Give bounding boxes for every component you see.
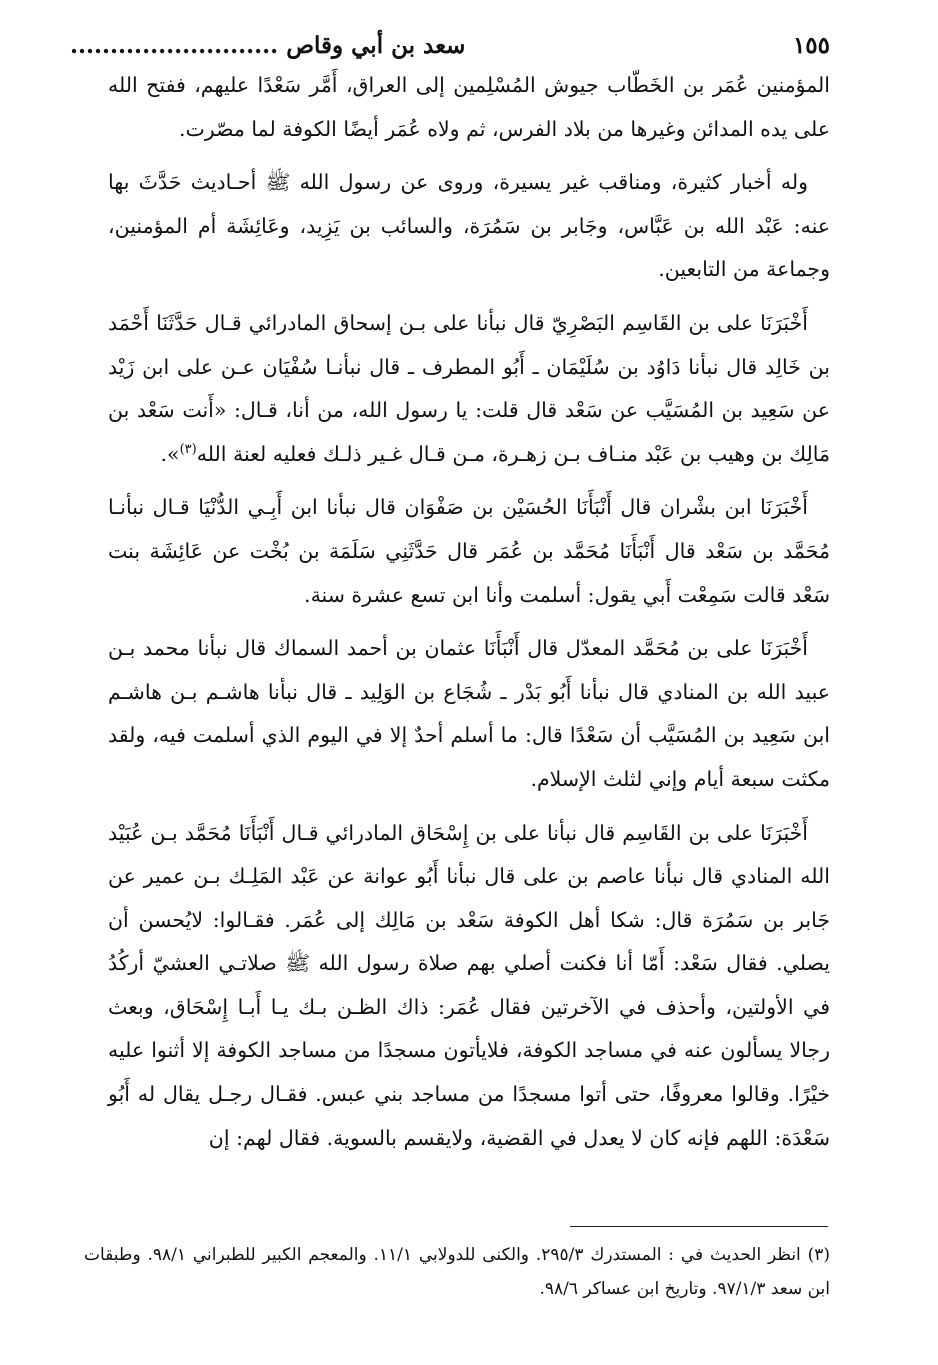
- paragraph-3: [108, 302, 830, 476]
- footnotes: [84, 1238, 830, 1306]
- paragraph-6: أَخْبَرَنَا على بن القَاسِم قال نبأنا على بن إِسْحَاق المادرائي قـال أَنْبَأَنَا مُحَمَّد بـن عُبَيْد الله المنادي قال نبأنا عاصم بن على قال نبأنا أَبُو عوانة عن عَبْد المَلِـك بـن عمير عن جَابر بن سَمُرَة قال: شكا أهل الكوفة سَعْد بن مَالِك إلى عُمَر. فقـالوا: لايُحسن أن يصلي. فقال سَعْد: أَمّا أنا فكنت أصلي بهم صلاة رسول الله ﷺ صلاتـي العشيّ أركُدُ في الأولتين، وأحذف في الآخرتين فقال عُمَر: ذاك الظـن بـك يـا أَبـا إِسْحَاق، وبعث رجالا يسألون عنه في مساجد الكوفة، فلايأتون مسجدًا من مساجد الكوفة إلا أثنوا عليه خيْرًا. وقالوا معروفًا، حتى أتوا مسجدًا من مساجد بني عبس. فقـال رجـل يقال له أَبُو سَعْدَة: اللهم فإنه كان لا يعدل في القضية، ولايقسم بالسوية. فقال لهم: إن: [108, 820, 830, 1150]
- main-text: [108, 64, 830, 1160]
- page-header: [70, 26, 830, 66]
- paragraph-4: أَخْبَرَنَا ابن بشْران قال أَنْبَأَنَا الحُسَيْن بن صَفْوَان قال نبأنا ابن أَبِـي الدُّنْيَا قـال نبأنـا مُحَمَّد بن سَعْد قال أَنْبَأَنَا مُحَمَّد بن عُمَر قال حَدَّثَنِي سَلَمَة بن بُخْت عن عَائِشَة بنت سَعْد قالت سَمِعْت أَبي يقول: أسلمت وأنا ابن تسع عشرة سنة.: [108, 495, 830, 607]
- running-title: سعد بن أبي وقاص ..........................: [70, 32, 466, 59]
- paragraph-3-text: أَخْبَرَنَا على بن القَاسِم البَصْرِيّ قال نبأنا على بـن إسحاق المادرائي قـال حَدَّثَنَا أَحْمَد بن خَالِد قال نبأنا دَاوُد بن سُلَيْمَان ـ أَبُو المطرف ـ قال نبأنـا سُفْيَان عـن على ابن زَيْد عن سَعِيد بن المُسَيَّب عن سَعْد قال قلت: يا رسول الله، من أنا، قـال: «أَنت سَعْد بن مَالِك بن وهيب بن عَبْد منـاف بـن زهـرة، مـن قـال غـير ذلـك فعليه لعنة الله: [108, 310, 830, 466]
- paragraph-2: وله أخبار كثيرة، ومناقب غير يسيرة، وروى عن رسول الله ﷺ أحـاديث حَدَّثَ بها عنه: عَبْد الله بن عَبَّاس، وجَابر بن سَمُرَة، والسائب بن يَزِيد، وعَائِشَة أم المؤمنين، وجماعة من التابعين.: [108, 170, 830, 282]
- paragraph-3-tail: ».: [160, 441, 180, 466]
- footnote-3: (٣) انظر الحديث في : المستدرك ٢٩٥/٣. والكنى للدولابي ١١/١. والمعجم الكبير للطبراني ٩٨/١. وطبقات ابن سعد ٩٧/١/٣. وتاريخ ابن عساكر ٩٨/٦.: [84, 1245, 830, 1299]
- footnote-reference: (٣): [179, 441, 197, 457]
- page-number: ١٥٥: [792, 32, 830, 59]
- paragraph-1: المؤمنين عُمَر بن الخَطّاب جيوش المُسْلِمين إلى العراق، أَمَّر سَعْدًا عليهم، ففتح الله على يده المدائن وغيرها من بلاد الفرس، ثم ولاه عُمَر أيضًا الكوفة لما مصّرت.: [108, 73, 830, 141]
- paragraph-5: أَخْبَرَنَا على بن مُحَمَّد المعدّل قال أَنْبَأَنَا عثمان بن أحمد السماك قال نبأنا محمد بـن عبيد الله بن المنادي قال نبأنا أَبُو بَدْر ـ شُجَاع بن الوَلِيد ـ قال نبأنا هاشـم بـن هاشـم ابن سَعِيد بن المُسَيَّب أن سَعْدًا قال: ما أسلم أحدٌ إلا في اليوم الذي أسلمت فيه، ولقد مكثت سبعة أيام وإني لثلث الإسلام.: [108, 636, 830, 791]
- footnote-separator: [570, 1226, 828, 1227]
